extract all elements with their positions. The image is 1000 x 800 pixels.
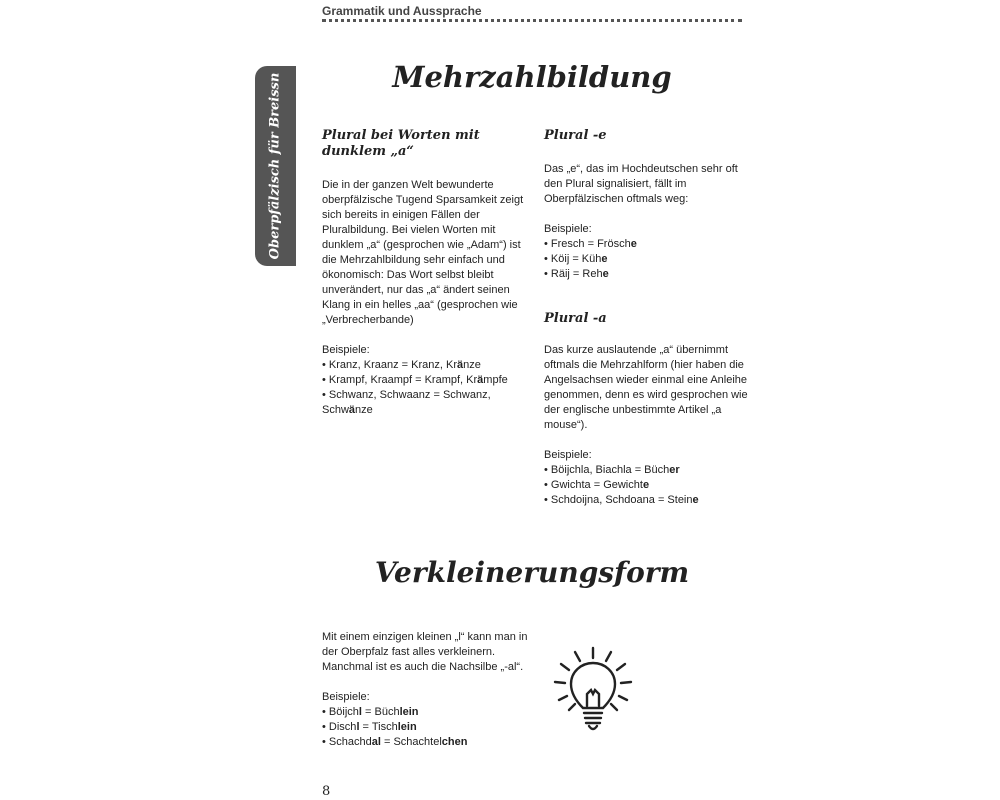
examples-list	[544, 237, 749, 282]
list-item: • Gwichta = Gewichte	[544, 478, 749, 493]
list-item: • Köij = Kühe	[544, 252, 749, 267]
subheading-dunklem-a: Plural bei Worten mit dunklem „a“	[322, 128, 480, 159]
lightbulb-icon	[553, 646, 633, 734]
side-tab-label: Oberpfälzisch für Breissn	[267, 72, 283, 260]
dotted-rule	[322, 19, 742, 22]
paragraph: Das kurze auslautende „a“ übernimmt oftmals die Mehrzahlform (hier haben die Angelsachsen wieder einmal eine Anleihe genommen, denn es wird gesprochen wie der englische unbestimmte Artikel „a mouse“).	[544, 344, 748, 431]
page-number: 8	[322, 784, 331, 799]
list-item: • Dischl = Tischlein	[322, 720, 532, 735]
list-item: • Fresch = Frösche	[544, 237, 749, 252]
examples-label: Beispiele:	[322, 344, 370, 356]
examples-list	[544, 463, 749, 508]
section-title-verkleinerungsform: Verkleinerungsform	[374, 556, 690, 589]
list-item: • Schwanz, Schwaanz = Schwanz, Schwänze	[322, 388, 530, 418]
examples-label: Beispiele:	[544, 223, 592, 235]
list-item: • Räij = Rehe	[544, 267, 749, 282]
examples-label: Beispiele:	[544, 449, 592, 461]
subheading-plural-a: Plural -a	[544, 311, 607, 326]
plural-a-body	[544, 343, 749, 508]
examples-list	[322, 358, 530, 418]
paragraph: Das „e“, das im Hochdeutschen sehr oft den Plural signalisiert, fällt im Oberpfälzischen oftmals weg:	[544, 163, 738, 205]
section-title-mehrzahlbildung: Mehrzahlbildung	[392, 60, 672, 94]
plural-e-body	[544, 162, 749, 282]
list-item: • Böijchl = Büchlein	[322, 705, 532, 720]
list-item: • Schdoijna, Schdoana = Steine	[544, 493, 749, 508]
paragraph: Die in der ganzen Welt bewunderte oberpfälzische Tugend Sparsamkeit zeigt sich bereits in einigen Fällen der Pluralbildung. Bei vielen Worten mit dunklem „a“ (gesprochen wie „Adam“) ist die Mehrzahlbildung sehr einfach und ökonomisch: Das Wort selbst bleibt unverändert, nur das „a“ ändert seinen Klang in ein helles „aa“ (gesprochen wie „Verbrecherbande)	[322, 179, 524, 326]
subheading-plural-e: Plural -e	[544, 128, 607, 143]
examples-list	[322, 705, 532, 750]
verkleinerung-body	[322, 630, 532, 750]
list-item: • Böijchla, Biachla = Bücher	[544, 463, 749, 478]
left-column-body	[322, 178, 530, 418]
list-item: • Krampf, Kraampf = Krampf, Krämpfe	[322, 373, 530, 388]
list-item: • Kranz, Kraanz = Kranz, Kränze	[322, 358, 530, 373]
side-tab	[255, 66, 296, 266]
running-head: Grammatik und Aussprache	[322, 4, 482, 18]
paragraph: Mit einem einzigen kleinen „l“ kann man in der Oberpfalz fast alles verkleinern. Manchmal ist es auch die Nachsilbe „-al“.	[322, 631, 528, 673]
examples-label: Beispiele:	[322, 691, 370, 703]
list-item: • Schachdal = Schachtelchen	[322, 735, 532, 750]
